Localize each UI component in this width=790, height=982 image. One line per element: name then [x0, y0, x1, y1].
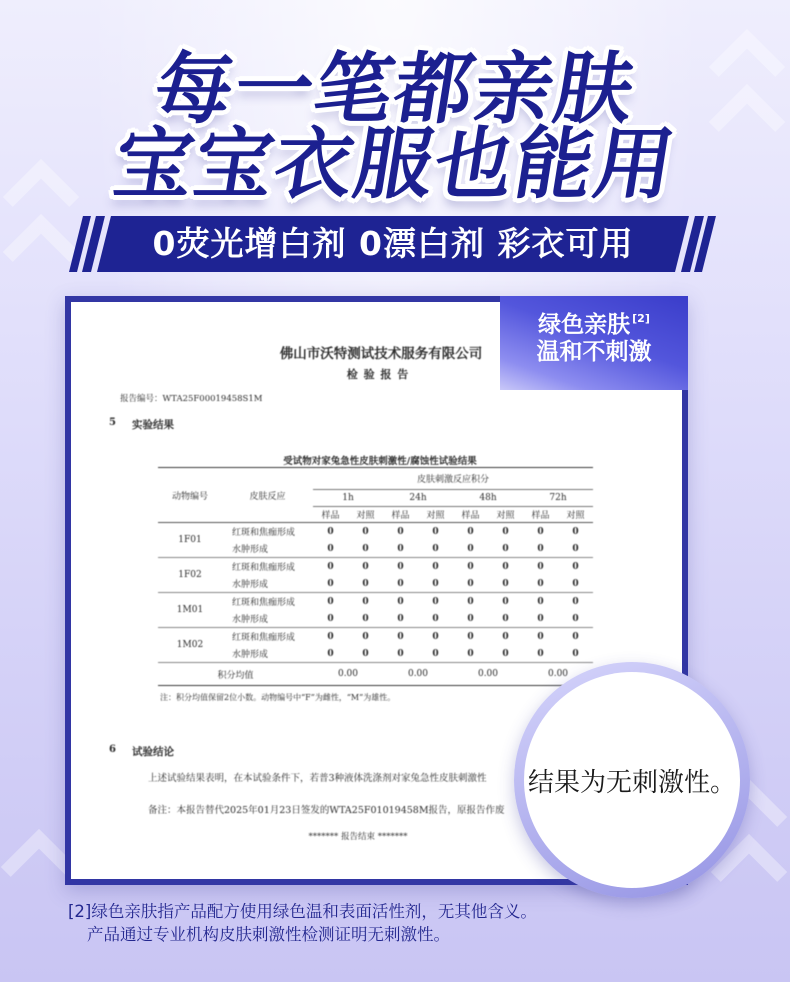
score-cell: 0 [362, 561, 369, 572]
footnote-line-2: 产品通过专业机构皮肤刺激性检测证明无刺激性。 [87, 925, 450, 944]
score-cell: 0 [348, 540, 383, 558]
footnote [68, 900, 537, 946]
score-cell: 0 [432, 526, 439, 537]
score-cell: 0 [572, 526, 579, 537]
score-header: 皮肤刺激反应积分 [313, 468, 593, 490]
score-cell: 0 [418, 610, 453, 628]
score-cell: 0 [558, 540, 593, 558]
score-cell: 0 [327, 526, 334, 537]
section-title-results: 实验结果 [132, 419, 174, 431]
score-cell: 0 [453, 610, 488, 628]
section-number: 5 [109, 417, 116, 428]
feature-banner: 0荧光增白剂 0漂白剂 彩衣可用 [152, 224, 634, 263]
timepoint-header: 1h [313, 490, 383, 507]
reaction-cell: 水肿形成 [222, 645, 313, 663]
score-cell: 0 [523, 540, 558, 558]
score-cell: 0 [327, 631, 334, 642]
table-row [158, 593, 593, 611]
table-row [158, 610, 593, 628]
background-chevron [3, 214, 79, 290]
score-cell: 0 [362, 526, 369, 537]
reaction-cell: 红斑和焦痂形成 [232, 633, 296, 643]
score-cell: 0 [523, 575, 558, 593]
score-cell: 0 [397, 561, 404, 572]
table-row [158, 558, 593, 576]
score-cell: 0 [397, 526, 404, 537]
score-cell: 0 [362, 596, 369, 607]
table-row [158, 575, 593, 593]
score-cell: 0 [523, 610, 558, 628]
headline-line-1-text: 每一笔都亲肤 [147, 45, 643, 135]
score-cell: 0 [467, 561, 474, 572]
animal-id-cell: 1F02 [158, 558, 222, 593]
score-cell: 0 [467, 596, 474, 607]
report-number: 报告编号：WTA25F00019458S1M [120, 394, 263, 404]
result-callout-circle [514, 662, 750, 898]
subheader-cell: 对照 [488, 507, 523, 523]
score-cell: 0 [537, 631, 544, 642]
reaction-cell: 红斑和焦痂形成 [232, 528, 296, 538]
timepoint-header: 72h [523, 490, 593, 507]
table-row [158, 523, 593, 541]
score-cell: 0 [397, 596, 404, 607]
score-cell: 0 [467, 631, 474, 642]
score-cell: 0 [537, 526, 544, 537]
score-cell: 0 [383, 645, 418, 663]
skin-reaction-header: 皮肤反应 [222, 468, 313, 523]
result-callout-inner [524, 672, 740, 888]
headline-line-2 [0, 122, 790, 208]
mean-value-cell: 0.00 [477, 669, 499, 679]
score-cell: 0 [327, 561, 334, 572]
score-cell: 0 [453, 540, 488, 558]
section-number: 6 [109, 744, 116, 755]
score-cell: 0 [432, 631, 439, 642]
score-cell: 0 [418, 645, 453, 663]
score-cell: 0 [558, 645, 593, 663]
subheader-cell: 对照 [348, 507, 383, 523]
score-cell: 0 [348, 645, 383, 663]
score-cell: 0 [313, 645, 348, 663]
score-cell: 0 [502, 526, 509, 537]
subheader-cell: 对照 [418, 507, 453, 523]
badge-title [538, 312, 650, 339]
mean-value-cell: 0.00 [407, 669, 429, 679]
headline-line-2-text: 宝宝衣服也能用 [107, 120, 683, 210]
subheader-cell: 样品 [523, 507, 558, 523]
score-body [158, 523, 593, 686]
score-cell: 0 [502, 561, 509, 572]
score-cell: 0 [502, 596, 509, 607]
reaction-cell: 水肿形成 [222, 540, 313, 558]
score-cell: 0 [488, 610, 523, 628]
score-cell: 0 [488, 540, 523, 558]
subheader-cell: 对照 [558, 507, 593, 523]
score-cell: 0 [572, 596, 579, 607]
score-cell: 0 [348, 610, 383, 628]
table-header-row [158, 468, 593, 490]
score-cell: 0 [418, 575, 453, 593]
reaction-cell: 红斑和焦痂形成 [232, 563, 296, 573]
remark-text: 备注：本报告替代2025年01月23日签发的WTA25F01019458M报告，原报告作废 [148, 805, 505, 816]
table-row [158, 628, 593, 646]
score-table [158, 467, 593, 686]
mean-value-cell: 0.00 [337, 669, 359, 679]
score-cell: 0 [383, 575, 418, 593]
score-cell: 0 [572, 561, 579, 572]
mean-value-cell: 0.00 [547, 669, 569, 679]
score-cell: 0 [397, 631, 404, 642]
score-cell: 0 [432, 596, 439, 607]
score-cell: 0 [313, 540, 348, 558]
score-cell: 0 [572, 631, 579, 642]
score-cell: 0 [418, 540, 453, 558]
score-cell: 0 [432, 561, 439, 572]
score-cell: 0 [488, 645, 523, 663]
report-end-mark: ******* 报告结束 ******* [308, 832, 408, 842]
reaction-cell: 红斑和焦痂形成 [232, 598, 296, 608]
score-cell: 0 [453, 645, 488, 663]
footnote-line-1: [2]绿色亲肤指产品配方使用绿色温和表面活性剂，无其他含义。 [68, 902, 537, 921]
badge-title-text: 绿色亲肤 [538, 312, 631, 338]
table-row [158, 540, 593, 558]
score-cell: 0 [467, 526, 474, 537]
result-callout-text: 结果为无刺激性。 [527, 767, 736, 798]
footnote-ref: [2] [632, 312, 650, 325]
report-company: 佛山市沃特测试技术服务有限公司 [279, 346, 483, 362]
score-cell: 0 [383, 610, 418, 628]
badge-subtitle: 温和不刺激 [536, 339, 652, 365]
score-cell: 0 [453, 575, 488, 593]
score-cell: 0 [537, 561, 544, 572]
conclusion-text: 上述试验结果表明，在本试验条件下，若普3种液体洗涤剂对家兔急性皮肤刺激性 [148, 773, 487, 784]
report-title: 检 验 报 告 [346, 368, 410, 381]
score-cell: 0 [558, 575, 593, 593]
table-caption: 受试物对家兔急性皮肤刺激性/腐蚀性试验结果 [283, 456, 477, 467]
green-gentle-badge [500, 296, 688, 390]
reaction-cell: 水肿形成 [222, 575, 313, 593]
mean-label: 积分均值 [217, 670, 254, 681]
section-title-conclusion: 试验结论 [132, 746, 174, 758]
animal-id-cell: 1M01 [158, 593, 222, 628]
score-cell: 0 [502, 631, 509, 642]
score-cell: 0 [488, 575, 523, 593]
score-cell: 0 [348, 575, 383, 593]
reaction-cell: 水肿形成 [222, 610, 313, 628]
table-note: 注：积分均值保留2位小数。动物编号中“F”为雌性，“M”为雄性。 [160, 693, 396, 702]
timepoint-header: 24h [383, 490, 453, 507]
subheader-cell: 样品 [383, 507, 418, 523]
score-cell: 0 [523, 645, 558, 663]
animal-id-cell: 1F01 [158, 523, 222, 558]
animal-id-cell: 1M02 [158, 628, 222, 663]
score-cell: 0 [313, 575, 348, 593]
table-row [158, 645, 593, 663]
subheader-cell: 样品 [313, 507, 348, 523]
subheader-cell: 样品 [453, 507, 488, 523]
mean-row [158, 663, 593, 686]
animal-id-header: 动物编号 [158, 468, 222, 523]
score-cell: 0 [327, 596, 334, 607]
score-cell: 0 [313, 610, 348, 628]
score-cell: 0 [362, 631, 369, 642]
score-cell: 0 [383, 540, 418, 558]
score-cell: 0 [558, 610, 593, 628]
timepoint-header: 48h [453, 490, 523, 507]
score-cell: 0 [537, 596, 544, 607]
